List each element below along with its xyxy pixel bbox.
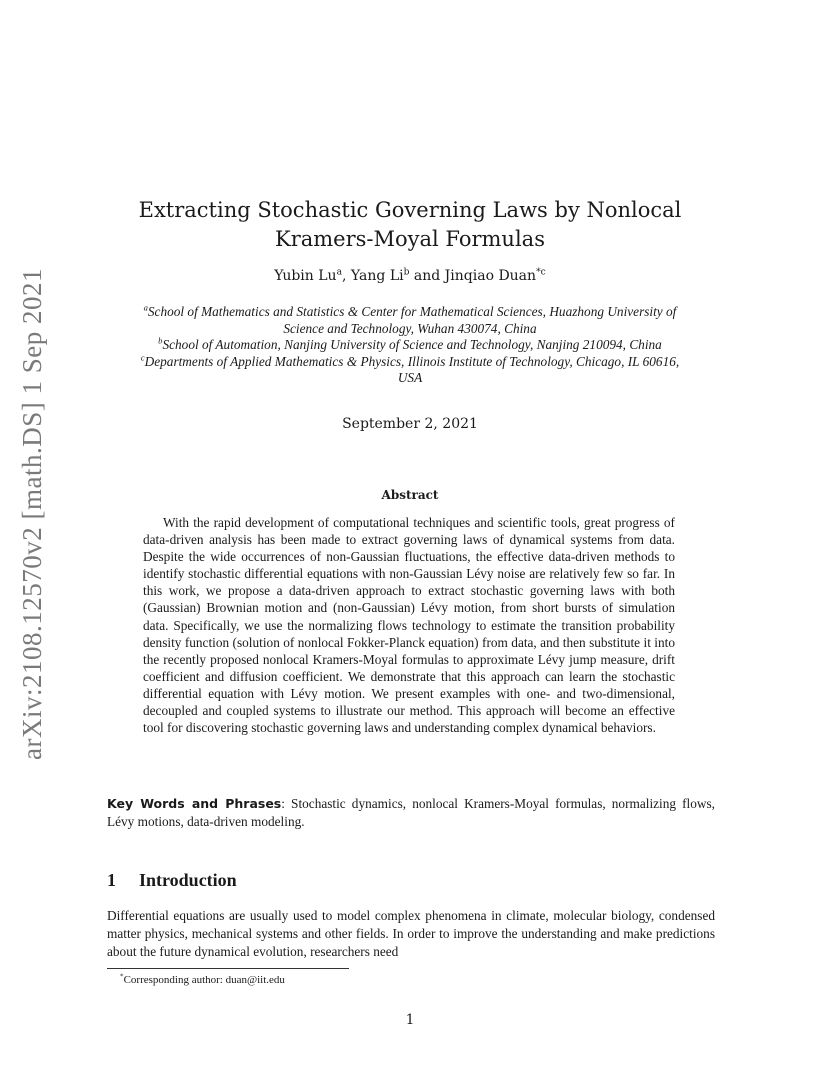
introduction-paragraph: Differential equations are usually used to model complex phenomena in climate, molecular biology, condensed matter physics, mechanical systems and other fields. In order to improve the understanding and make predictions about the future dynamical evolution, researchers need xyxy=(107,908,715,959)
footnote-mark: * xyxy=(120,972,124,981)
author-affiliation-mark: b xyxy=(403,267,410,278)
affiliation-c: $^c$Departments of Applied Mathematics & Physics, Illinois Institute of Technology, Chicago, IL 60616, xyxy=(140,352,680,369)
title-line-1: Extracting Stochastic Governing Laws by Nonlocal xyxy=(138,198,682,222)
footnote-divider xyxy=(107,968,349,969)
author-name: Yang Li xyxy=(350,268,404,284)
keywords-label: Key Words and Phrases xyxy=(107,796,282,811)
author-separator: , xyxy=(341,268,351,284)
author-name: Jinqiao Duan xyxy=(444,268,537,284)
publication-date: September 2, 2021 xyxy=(342,416,478,432)
abstract-heading: Abstract xyxy=(381,488,439,502)
footnote xyxy=(120,974,285,986)
affiliation-a-continued: Science and Technology, Wuhan 430074, China xyxy=(283,320,537,336)
section-heading xyxy=(107,870,237,891)
page-number: 1 xyxy=(405,1012,415,1028)
author-affiliation-mark: *c xyxy=(536,267,546,278)
affiliation-b: $^b$School of Automation, Nanjing University of Science and Technology, Nanjing 210094, China xyxy=(158,335,662,352)
author-list xyxy=(110,268,710,284)
title-line-2: Kramers-Moyal Formulas xyxy=(275,227,545,251)
arxiv-identifier-stamp: arXiv:2108.12570v2 [math.DS] 1 Sep 2021 xyxy=(17,268,47,760)
footnote-text: Corresponding author: duan@iit.edu xyxy=(123,974,285,986)
author-affiliation-mark: a xyxy=(336,267,342,278)
keywords-text: : Stochastic dynamics, nonlocal Kramers-Moyal formulas, normalizing flows, Lévy motions, data-driven modeling. xyxy=(107,796,716,829)
keywords-paragraph xyxy=(107,795,715,831)
author-name: Yubin Lu xyxy=(274,268,337,284)
author-separator: and xyxy=(409,268,445,284)
section-number: 1 xyxy=(107,870,116,890)
section-title: Introduction xyxy=(139,870,237,890)
abstract-body: With the rapid development of computational techniques and scientific tools, great progress of data-driven analysis has been made to extract governing laws of dynamical systems from data. Despite the wide occurrences of non-Gaussian fluctuations, the effective data-driven methods to identify stochastic differential equations with non-Gaussian Lévy noise are relatively few so far. In this work, we propose a data-driven approach to extract stochastic governing laws with both (Gaussian) Brownian motion and (non-Gaussian) Lévy motion, from short bursts of simulation data. Specifically, we use the normalizing flows technology to estimate the transition probability density function (solution of nonlocal Fokker-Planck equation) from data, and then substitute it into the recently proposed nonlocal Kramers-Moyal formulas to approximate Lévy jump measure, drift coefficient and diffusion coefficient. We demonstrate that this approach can learn the stochastic differential equation with Lévy motion. We present examples with one- and two-dimensional, decoupled and coupled systems to illustrate our method. This approach will become an effective tool for discovering stochastic governing laws and understanding complex dynamical behaviors. xyxy=(143,515,675,736)
affiliations xyxy=(105,304,715,387)
affiliation-c-continued: USA xyxy=(397,370,423,385)
paper-title xyxy=(110,196,710,254)
affiliation-a: $^a$School of Mathematics and Statistics & Center for Mathematical Sciences, Huazhong University of xyxy=(143,302,677,319)
